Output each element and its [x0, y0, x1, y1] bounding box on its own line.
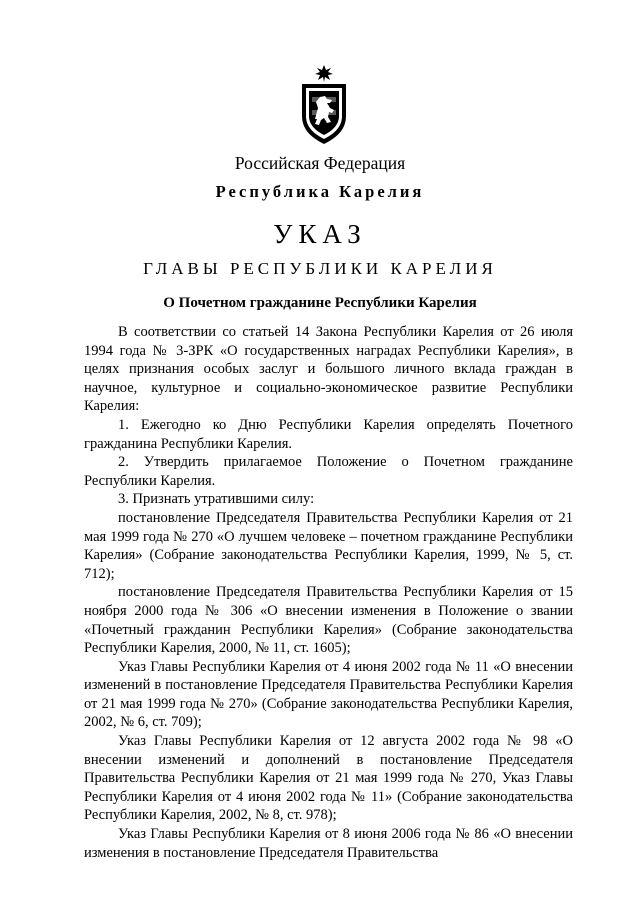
republic-name: Республика Карелия: [215, 182, 425, 201]
intro-paragraph: В соответствии со статьей 14 Закона Республики Карелия от 26 июля 1994 года № 3-ЗРК «О государственных наградах Республики Карелия», в целях признания особых заслуг и большого личного вклада граждан в научное, культурное и социально-экономическое развитие Республики Карелия:: [84, 324, 573, 415]
document-subject: О Почетном гражданине Республики Карелия: [163, 295, 477, 311]
document-body: [84, 323, 573, 862]
repealed-act-1: постановление Председателя Правительства Республики Карелия от 21 мая 1999 года № 270 «О лучшем человеке – почетном гражданине Республики Карелия» (Собрание законодательства Республики Карелия, 1999, № 5, ст. 712);: [84, 509, 573, 582]
karelia-coat-of-arms-icon: [296, 64, 352, 146]
repealed-act-3: Указ Главы Республики Карелия от 4 июня 2002 года № 11 «О внесении изменений в постановление Председателя Правительства Республики Карелия от 21 мая 1999 года № 270» (Собрание законодательства Республики Карелия, 2002, № 6, ст. 709);: [84, 658, 573, 731]
issuer-title: ГЛАВЫ РЕСПУБЛИКИ КАРЕЛИЯ: [143, 259, 497, 278]
item-3-paragraph: 3. Признать утратившими силу:: [118, 491, 315, 508]
repealed-act-5: Указ Главы Республики Карелия от 8 июня 2006 года № 86 «О внесении изменения в постановление Председателя Правительства: [84, 826, 573, 861]
item-1-paragraph: 1. Ежегодно ко Дню Республики Карелия определять Почетного гражданина Республики Карелия.: [84, 416, 573, 452]
repealed-act-4: Указ Главы Республики Карелия от 12 августа 2002 года № 98 «О внесении изменений и дополнений в постановление Председателя Правительства Республики Карелия от 21 мая 1999 года № 270, Указ Главы Республики Карелия от 4 июня 2002 года № 11» (Собрание законодательства Республики Карелия, 2002, № 8, ст. 978);: [84, 733, 573, 824]
country-name: Российская Федерация: [234, 153, 406, 173]
item-2-paragraph: 2. Утвердить прилагаемое Положение о Почетном гражданине Республики Карелия.: [84, 454, 573, 489]
document-type: УКАЗ: [273, 219, 367, 249]
repealed-act-2: постановление Председателя Правительства Республики Карелия от 15 ноября 2000 года № 306 «О внесении изменения в Положение о звании «Почетный гражданин Республики Карелия» (Собрание законодательства Республики Карелия, 2000, № 11, ст. 1605);: [84, 584, 573, 657]
